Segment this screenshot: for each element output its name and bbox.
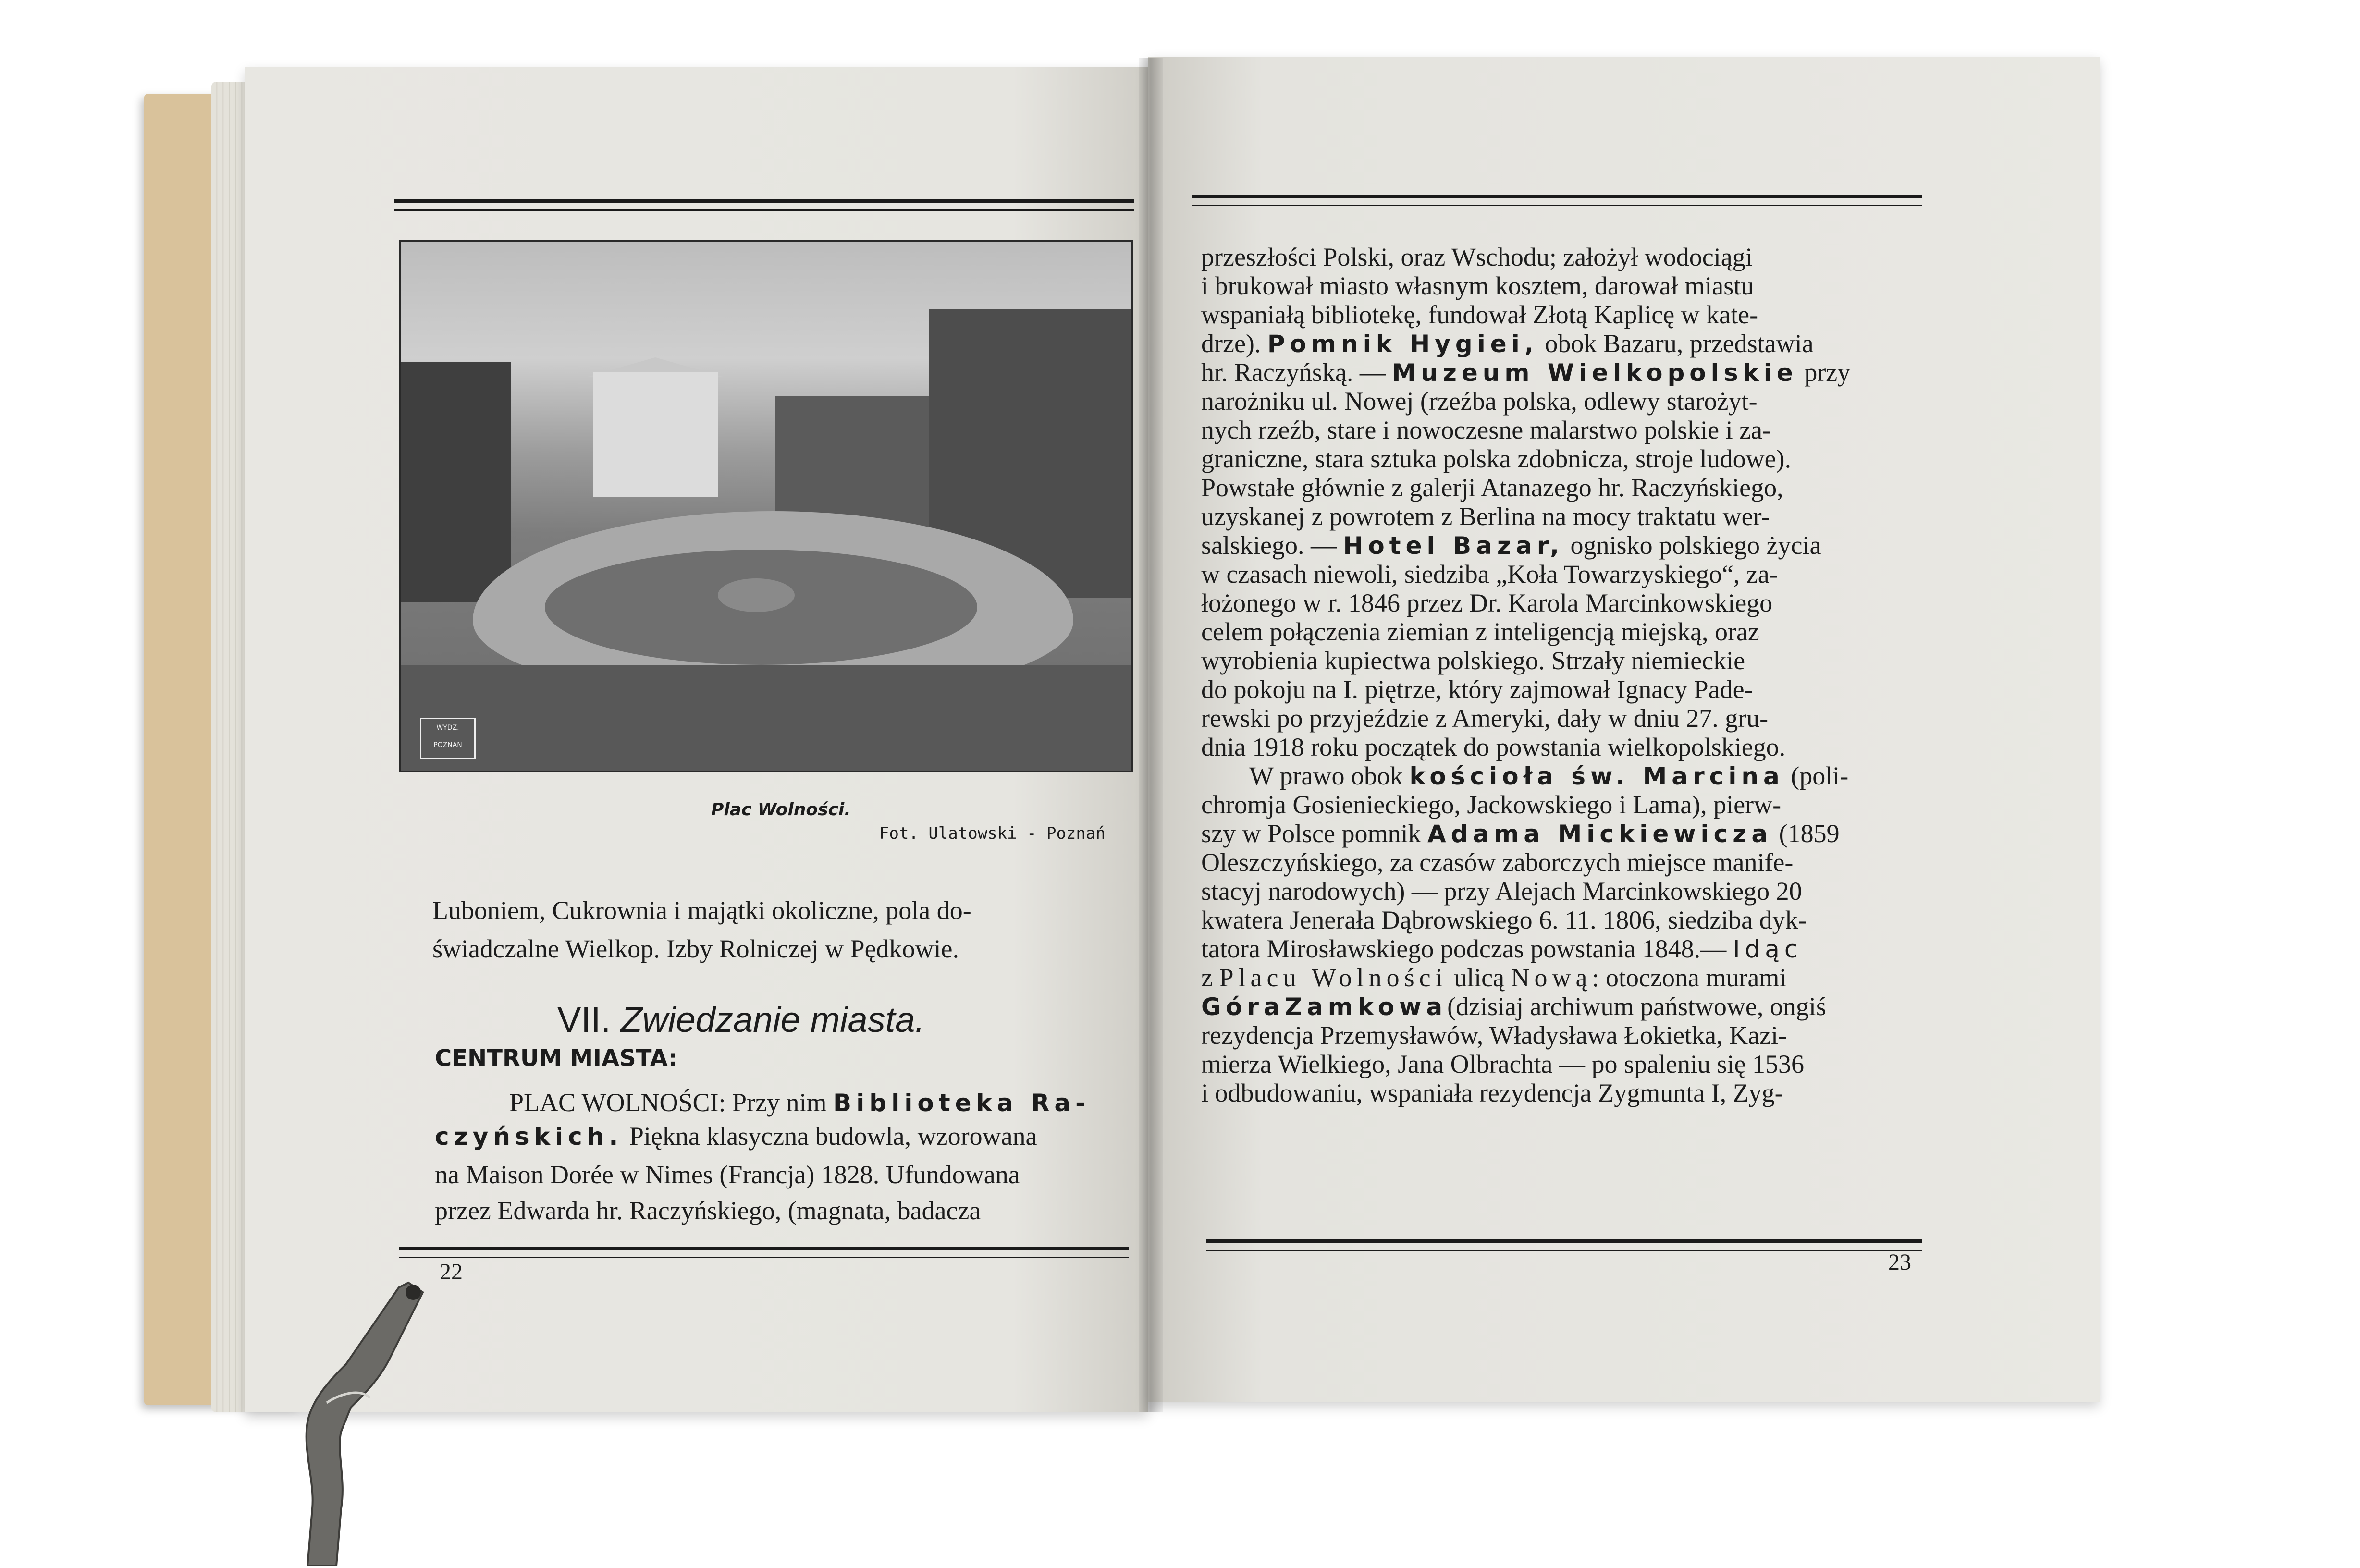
photo-fountain <box>718 578 795 612</box>
right-text: (1859 <box>1772 819 1840 848</box>
right-text: (poli- <box>1784 761 1849 790</box>
right-text: przy <box>1797 358 1851 387</box>
centrum-subheading: CENTRUM MIASTA: <box>435 1045 677 1072</box>
right-line-20: chromja Gosienieckiego, Jackowskiego i Lama), pierw- <box>1201 790 1782 819</box>
photo-stamp: WYDZ. POZNAN <box>420 718 476 759</box>
idac-label: Idąc <box>1733 935 1803 963</box>
chapter-heading <box>557 999 925 1040</box>
photo-street <box>401 665 1131 771</box>
right-text: z <box>1201 963 1219 992</box>
right-line-23: stacyj narodowych) — przy Alejach Marcinkowskiego 20 <box>1201 877 1802 906</box>
photo-theatre <box>593 372 718 497</box>
right-text: ognisko polskiego życia <box>1564 531 1821 560</box>
adam-mickiewicz: Adama Mickiewicza <box>1427 820 1773 848</box>
biblioteka-name: Biblioteka Ra- <box>833 1089 1090 1117</box>
right-line-13: łożonego w r. 1846 przez Dr. Karola Marcinkowskiego <box>1201 588 1773 617</box>
right-line-1: przeszłości Polski, oraz Wschodu; założył wodociągi <box>1201 243 1753 271</box>
right-top-rule <box>1192 195 1922 206</box>
chapter-title: Zwiedzanie miasta. <box>620 1000 925 1040</box>
right-text: : otoczona murami <box>1592 963 1787 992</box>
hotel-bazar: Hotel Bazar, <box>1343 532 1564 560</box>
placu-wolnosci: Placu Wolności <box>1219 963 1448 992</box>
right-line-12: w czasach niewoli, siedziba „Koła Towarzyskiego“, za- <box>1201 560 1778 588</box>
right-line-17: rewski po przyjeździe z Ameryki, dały w dniu 27. gru- <box>1201 704 1769 733</box>
pointing-hand-bookmark <box>269 1278 432 1566</box>
right-text: salskiego. — <box>1201 531 1343 560</box>
right-text: tatora Mirosławskiego podczas powstania 1848.— <box>1201 934 1733 963</box>
nowa-street: Nową <box>1511 963 1592 992</box>
right-line-4 <box>1201 329 1814 358</box>
right-line-29: mierza Wielkiego, Jana Olbrachta — po spaleniu się 1536 <box>1201 1050 1804 1078</box>
kosciol-sw-marcina: kościoła św. Marcina <box>1409 762 1784 790</box>
book-gutter <box>1139 58 1163 1412</box>
plac-wolnosci-photo <box>399 240 1133 772</box>
right-line-27 <box>1201 992 1826 1021</box>
photo-credit: Fot. Ulatowski - Poznań <box>879 824 1106 843</box>
right-line-26 <box>1201 963 1786 992</box>
pomnik-hygiei: Pomnik Hygiei, <box>1267 330 1538 358</box>
right-line-21 <box>1201 819 1840 848</box>
left-text-line-2: świadczalne Wielkop. Izby Rolniczej w Pędkowie. <box>432 934 959 963</box>
right-line-9: Powstałe głównie z galerji Atanazego hr. Raczyńskiego, <box>1201 473 1783 502</box>
left-body-line-3: na Maison Dorée w Nimes (Francja) 1828. Ufundowana <box>435 1160 1020 1189</box>
right-line-7: nych rzeźb, stare i nowoczesne malarstwo polskie i za- <box>1201 416 1771 444</box>
right-text: W prawo obok <box>1249 761 1410 790</box>
left-top-rule <box>394 199 1134 211</box>
right-line-19 <box>1249 761 1848 791</box>
right-line-10: uzyskanej z powrotem z Berlina na mocy traktatu wer- <box>1201 502 1770 531</box>
left-body-line-1 <box>509 1088 1090 1117</box>
photo-building-left <box>401 362 511 602</box>
right-line-22: Oleszczyńskiego, za czasów zaborczych miejsce manife- <box>1201 848 1794 877</box>
raczynskich-name: czyńskich. <box>435 1123 623 1151</box>
right-line-11 <box>1201 531 1821 560</box>
left-body-line-4: przez Edwarda hr. Raczyńskiego, (magnata, badacza <box>435 1196 981 1225</box>
right-line-16: do pokoju na I. piętrze, który zajmował Ignacy Pade- <box>1201 675 1753 704</box>
muzeum-wielkopolskie: Muzeum Wielkopolskie <box>1392 359 1798 387</box>
right-line-28: rezydencja Przemysławów, Władysława Łokietka, Kazi- <box>1201 1021 1787 1050</box>
right-line-14: celem połączenia ziemian z inteligencją miejską, oraz <box>1201 617 1759 646</box>
right-bottom-rule <box>1206 1239 1922 1251</box>
right-text: (dzisiaj archiwum państwowe, ongiś <box>1447 992 1826 1021</box>
right-page-number: 23 <box>1888 1250 1911 1275</box>
right-text: obok Bazaru, przedstawia <box>1538 329 1814 358</box>
right-line-18: dnia 1918 roku początek do powstania wielkopolskiego. <box>1201 733 1786 761</box>
right-line-25 <box>1201 934 1802 964</box>
left-text-line-1: Luboniem, Cukrownia i majątki okoliczne, pola do- <box>432 896 971 925</box>
right-line-3: wspaniałą bibliotekę, fundował Złotą Kaplicę w kate- <box>1201 300 1758 329</box>
right-text: szy w Polsce pomnik <box>1201 819 1427 848</box>
right-line-8: graniczne, stara sztuka polska zdobnicza, stroje ludowe). <box>1201 444 1792 473</box>
left-body-text: PLAC WOLNOŚCI: Przy nim <box>509 1088 834 1117</box>
gora-zamkowa: GóraZamkowa <box>1201 993 1448 1021</box>
chapter-number: VII. <box>557 1000 611 1040</box>
right-text: hr. Raczyńską. — <box>1201 358 1392 387</box>
left-body-text: Piękna klasyczna budowla, wzorowana <box>623 1122 1037 1151</box>
right-line-2: i brukował miasto własnym kosztem, darował miastu <box>1201 271 1754 300</box>
right-line-5 <box>1201 358 1850 387</box>
right-line-24: kwatera Jenerała Dąbrowskiego 6. 11. 1806, siedziba dyk- <box>1201 906 1807 934</box>
photo-caption: Plac Wolności. <box>711 800 851 820</box>
right-text: drze). <box>1201 329 1267 358</box>
right-text: ulicą <box>1447 963 1511 992</box>
left-body-line-2 <box>435 1122 1037 1151</box>
right-line-15: wyrobienia kupiectwa polskiego. Strzały niemieckie <box>1201 646 1745 675</box>
right-line-30: i odbudowaniu, wspaniała rezydencja Zygmunta I, Zyg- <box>1201 1078 1783 1107</box>
left-page-number: 22 <box>440 1259 463 1285</box>
left-bottom-rule <box>399 1247 1129 1258</box>
photo-building-middle <box>775 396 934 530</box>
right-line-6: narożniku ul. Nowej (rzeźba polska, odlewy starożyt- <box>1201 387 1758 416</box>
